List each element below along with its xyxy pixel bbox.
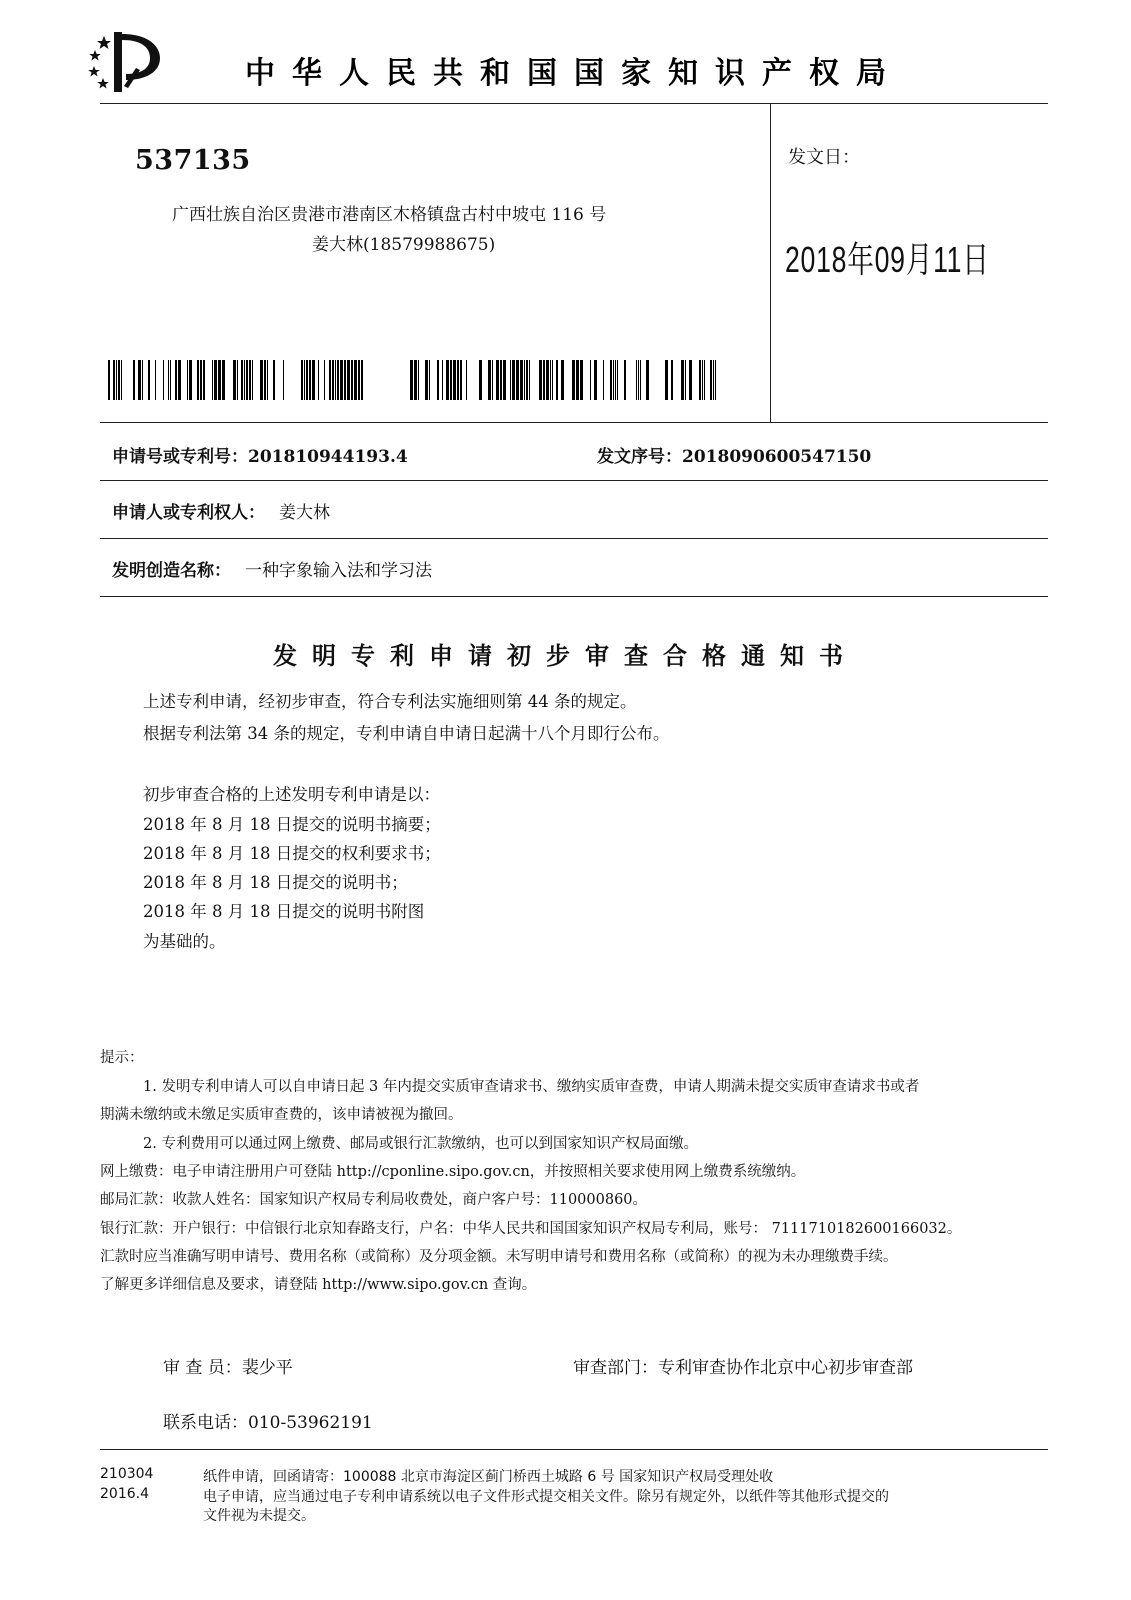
tips-heading: 提示： [100,1050,144,1066]
header-divider [100,103,1048,104]
invention-label: 发明创造名称： [112,561,231,581]
address-block-divider [100,422,1048,423]
footer-electronic-note-cont: 文件视为未提交。 [203,1508,315,1524]
form-code: 210304 [100,1466,154,1482]
body-line: 2018 年 8 月 18 日提交的说明书摘要； [143,815,441,834]
cnipa-logo-icon [86,28,166,98]
issue-date-label: 发文日： [788,147,860,168]
body-line: 初步审查合格的上述发明专利申请是以： [143,785,440,804]
serial-number: 2018090600547150 [682,447,872,467]
invention-row [112,556,432,581]
notice-title: 发明专利申请初步审查合格通知书 [273,642,858,670]
row-divider-2 [100,538,1048,539]
body-line: 根据专利法第 34 条的规定，专利申请自申请日起满十八个月即行公布。 [143,724,670,743]
examiner-row [163,1353,293,1378]
applicant-label: 申请人或专利权人： [112,503,265,523]
body-line: 上述专利申请，经初步审查，符合专利法实施细则第 44 条的规定。 [143,692,637,711]
department-label: 审查部门： [573,1358,658,1378]
tip-line: 2. 专利费用可以通过网上缴费、邮局或银行汇款缴纳，也可以到国家知识产权局面缴。 [143,1136,698,1152]
recipient-address: 广西壮族自治区贵港市港南区木格镇盘古村中坡屯 116 号 [172,205,607,225]
body-line: 2018 年 8 月 18 日提交的权利要求书； [143,844,441,863]
organization-name: 中华人民共和国国家知识产权局 [245,56,903,91]
row-divider-1 [100,480,1048,481]
postcode: 537135 [135,145,251,176]
date-column-divider [770,104,771,422]
recipient-name-phone: 姜大林(18579988675) [312,235,496,255]
issue-date: 2018年09月11日 [785,239,990,280]
examiner-label: 审 查 员： [163,1358,242,1378]
footer-electronic-note: 电子申请，应当通过电子专利申请系统以电子文件形式提交相关文件。除另有规定外，以纸件等其他形式提交的 [203,1489,889,1505]
application-number: 201810944193.4 [248,447,408,467]
phone-number: 010-53962191 [248,1413,373,1433]
barcode-left [108,360,364,400]
row-divider-3 [100,596,1048,597]
application-number-row [112,442,408,467]
body-line: 2018 年 8 月 18 日提交的说明书附图 [143,902,425,921]
tip-line: 了解更多详细信息及要求，请登陆 http://www.sipo.gov.cn 查询。 [100,1277,537,1293]
footer-mailing-note: 纸件申请，回函请寄：100088 北京市海淀区蓟门桥西土城路 6 号 国家知识产权局受理处收 [203,1469,774,1485]
tip-line: 网上缴费：电子申请注册用户可登陆 http://cponline.sipo.gov.cn，并按照相关要求使用网上缴费系统缴纳。 [100,1164,806,1180]
tip-line: 1. 发明专利申请人可以自申请日起 3 年内提交实质审查请求书、缴纳实质审查费，申请人期满未提交实质审查请求书或者 [143,1079,920,1095]
examiner-name: 裴少平 [241,1358,293,1378]
serial-number-label: 发文序号： [597,447,682,467]
applicant-name: 姜大林 [279,503,330,523]
footer-divider [100,1449,1048,1450]
body-line: 为基础的。 [143,932,226,951]
application-number-label: 申请号或专利号： [112,447,248,467]
applicant-row [112,498,330,523]
tip-line: 银行汇款：开户银行：中信银行北京知春路支行，户名：中华人民共和国国家知识产权局专利局，账号： 7111710182600166032。 [100,1221,962,1237]
department-name: 专利审查协作北京中心初步审查部 [658,1358,913,1378]
invention-title: 一种字象输入法和学习法 [245,561,432,581]
department-row [573,1353,913,1378]
body-line: 2018 年 8 月 18 日提交的说明书； [143,873,408,892]
phone-label: 联系电话： [163,1413,248,1433]
tip-line: 期满未缴纳或未缴足实质审查费的，该申请被视为撤回。 [100,1107,463,1123]
phone-row [163,1408,373,1433]
tip-line: 汇款时应当准确写明申请号、费用名称（或简称）及分项金额。未写明申请号和费用名称（或简称）的视为未办理缴费手续。 [100,1249,898,1265]
form-version: 2016.4 [100,1486,149,1502]
serial-number-row [597,442,871,467]
tip-line: 邮局汇款：收款人姓名：国家知识产权局专利局收费处，商户客户号：110000860。 [100,1192,648,1208]
barcode-right [410,360,716,400]
